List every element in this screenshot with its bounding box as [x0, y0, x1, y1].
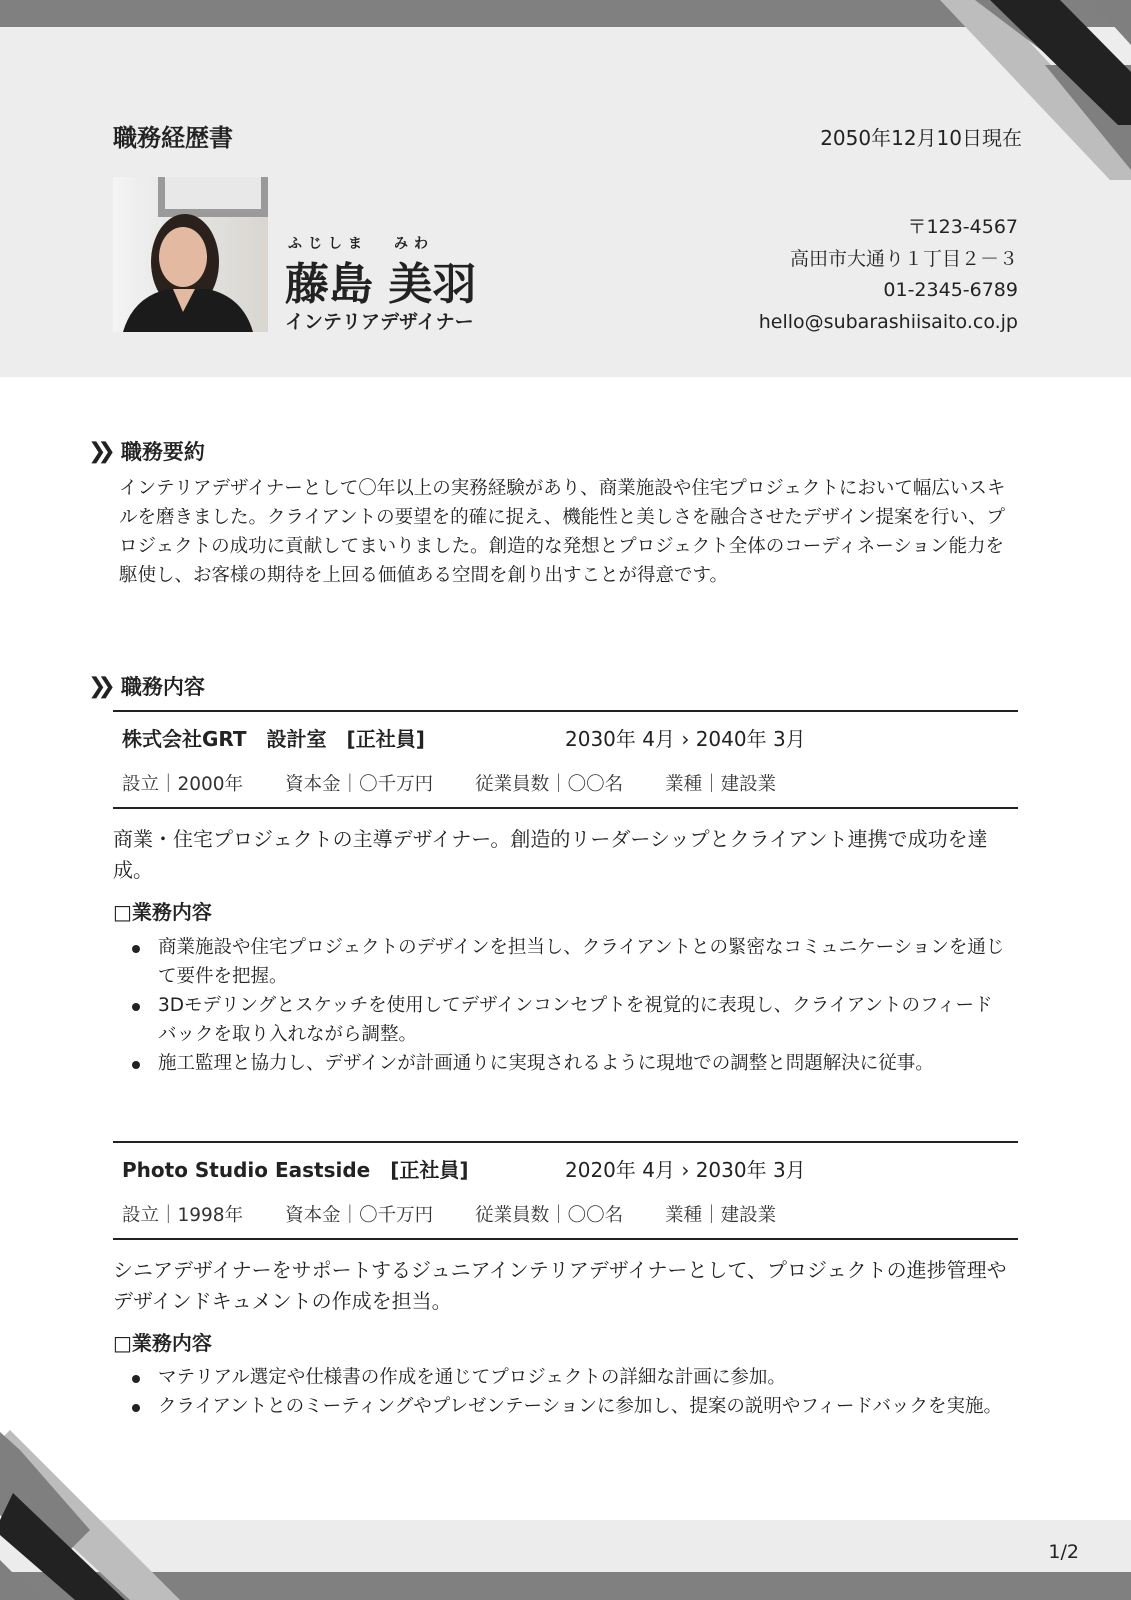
duties-heading: □業務内容: [113, 1331, 212, 1355]
contact-info: [759, 212, 1018, 338]
employees: 従業員数｜〇〇名: [475, 1205, 624, 1226]
founded: 設立｜2000年: [122, 774, 244, 795]
capital: 資本金｜〇千万円: [285, 774, 434, 795]
job-description: シニアデザイナーをサポートするジュニアインテリアデザイナーとして、プロジェクトの進捗管理やデザインドキュメントの作成を担当。: [113, 1258, 1007, 1313]
chevron-double-right-icon: ❯❯: [88, 438, 107, 464]
duties-list: [130, 933, 1010, 1078]
furigana-first: みわ: [394, 236, 434, 252]
summary-heading-label: 職務要約: [120, 440, 205, 464]
duties-heading: □業務内容: [113, 900, 212, 924]
list-item: 3Dモデリングとスケッチを使用してデザインコンセプトを視覚的に表現し、クライアントのフィードバックを取り入れながら調整。: [130, 991, 1010, 1049]
company-meta: [122, 1201, 776, 1227]
founded: 設立｜1998年: [122, 1205, 244, 1226]
job-description: 商業・住宅プロジェクトの主導デザイナー。創造的リーダーシップとクライアント連携で成功を達成。: [113, 827, 988, 882]
full-name: 藤島 美羽: [285, 259, 477, 310]
person-photo-icon: [113, 177, 268, 332]
industry: 業種｜建設業: [665, 1205, 777, 1226]
list-item: 商業施設や住宅プロジェクトのデザインを担当し、クライアントとの緊密なコミュニケーションを通じて要件を把握。: [130, 933, 1010, 991]
list-item: 施工監理と協力し、デザインが計画通りに実現されるように現地での調整と問題解決に従事。: [130, 1049, 1010, 1078]
employment-period: 2030年 4月 › 2040年 3月: [565, 727, 806, 751]
company-meta: [122, 770, 776, 796]
postal-code: 〒123-4567: [907, 216, 1018, 238]
summary-heading: [88, 436, 205, 466]
divider: [113, 1238, 1018, 1240]
list-item: クライアントとのミーティングやプレゼンテーションに参加し、提案の説明やフィードバックを実施。: [130, 1392, 1010, 1421]
top-right-stripes-decoration: [0, 0, 1131, 180]
divider: [113, 710, 1018, 712]
duties-list: [130, 1363, 1010, 1421]
job-header: [122, 1154, 806, 1183]
address: 高田市大通り１丁目２－３: [789, 247, 1018, 270]
furigana-last: ふじしま: [288, 236, 368, 252]
divider: [113, 1141, 1018, 1143]
experience-heading-label: 職務内容: [120, 675, 205, 699]
list-item: マテリアル選定や仕様書の作成を通じてプロジェクトの詳細な計画に参加。: [130, 1363, 1010, 1392]
employees: 従業員数｜〇〇名: [475, 774, 624, 795]
chevron-double-right-icon: ❯❯: [88, 673, 107, 699]
employment-period: 2020年 4月 › 2030年 3月: [565, 1158, 806, 1182]
experience-heading: [88, 671, 205, 701]
document-title: 職務経歴書: [113, 124, 233, 152]
divider: [113, 807, 1018, 809]
page-number: 1/2: [1048, 1541, 1079, 1563]
summary-text: インテリアデザイナーとして〇年以上の実務経験があり、商業施設や住宅プロジェクトにおいて幅広いスキルを磨きました。クライアントの要望を的確に捉え、機能性と美しさを融合させたデザイン提案を行い、プロジェクトの成功に貢献してまいりました。創造的な発想とプロジェクト全体のコーディネーション能力を駆使し、お客様の期待を上回る価値ある空間を創り出すことが得意です。: [119, 478, 1006, 586]
job-title: インテリアデザイナー: [285, 311, 474, 333]
profile-photo: [113, 177, 268, 332]
job-header: [122, 723, 806, 752]
industry: 業種｜建設業: [665, 774, 777, 795]
capital: 資本金｜〇千万円: [285, 1205, 434, 1226]
phone: 01-2345-6789: [883, 279, 1018, 301]
as-of-date: 2050年12月10日現在: [820, 126, 1022, 150]
email[interactable]: hello@subarashiisaito.co.jp: [758, 310, 1018, 333]
company-name: 株式会社GRT 設計室 [正社員]: [122, 727, 425, 751]
bottom-left-stripes-decoration: [0, 1420, 220, 1600]
company-name: Photo Studio Eastside [正社員]: [122, 1158, 469, 1182]
